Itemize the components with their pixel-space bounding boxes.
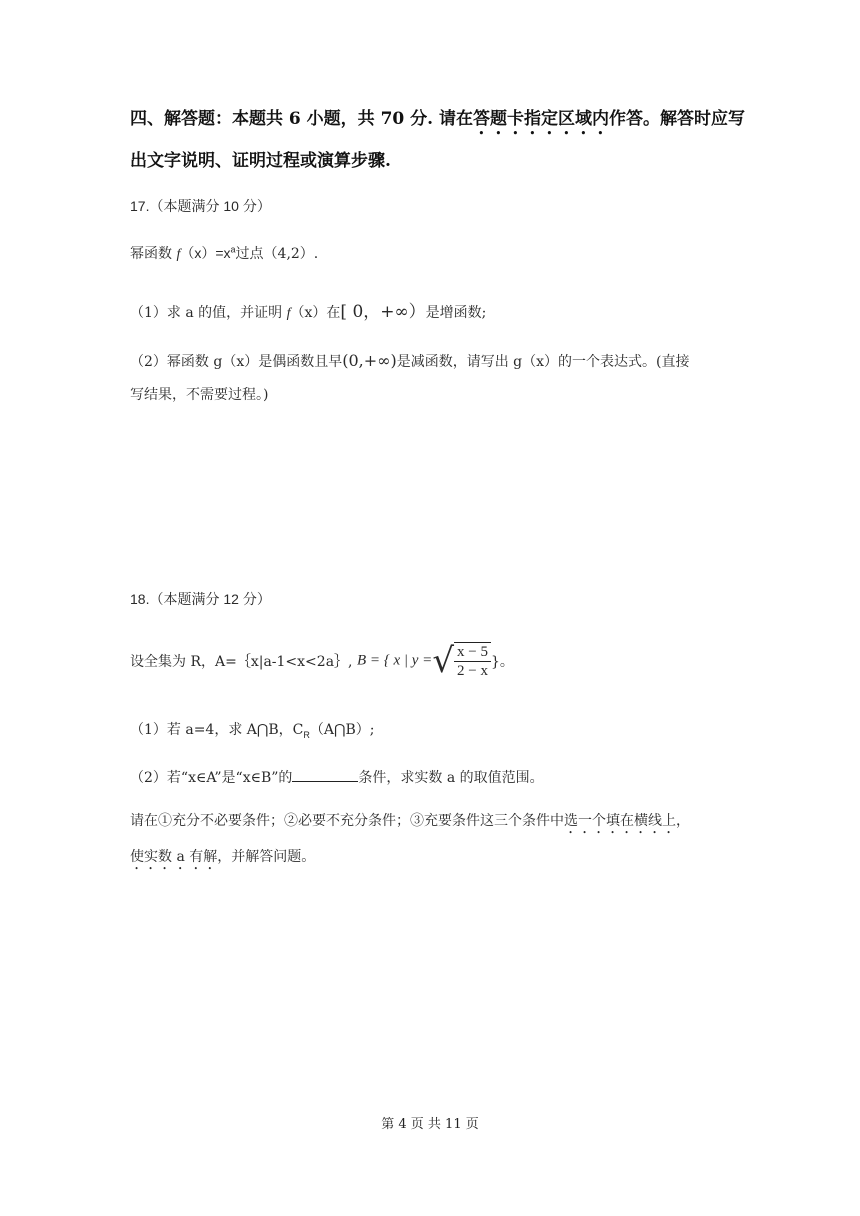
q18-title: 18.（本题满分 12 分）	[130, 591, 271, 607]
section-heading-part-a: 四、解答题：本题共 6 小题，共 70 分. 请在	[130, 109, 473, 129]
q17-part2-a: （2）幂函数 g（x）是偶函数且早	[130, 354, 343, 370]
q18-instruction-line1	[130, 810, 690, 837]
q17-part1-b: （x）在	[290, 305, 341, 321]
q17-stem-sup: a	[230, 244, 236, 255]
q17-stem-a: 幂函数	[130, 246, 172, 262]
q18-part1-text: （1）若 a=4，求 A⋂B，C	[130, 722, 304, 738]
q18-instr-emphasis1: 选一个填在横线上	[564, 813, 676, 829]
section-heading-part-b: 作答。解答时应写	[609, 109, 745, 129]
section-heading-line1	[130, 104, 745, 139]
q18-part1-sub: R	[303, 729, 310, 740]
q17-part1-a: （1）求 a 的值，并证明	[130, 305, 283, 321]
sqrt-sign-icon: √	[432, 641, 454, 681]
q18-set-b-rhs: }。	[490, 654, 514, 670]
q18-fraction-numerator: x − 5	[454, 643, 491, 662]
q18-stem	[130, 642, 514, 680]
section-heading-line2: 出文字说明、证明过程或演算步骤.	[130, 151, 391, 171]
q18-instr-emphasis2: 使实数 a 有解	[130, 849, 218, 865]
q18-part1-end: （A⋂B）;	[309, 722, 375, 738]
q17-stem-b: （x）=x	[180, 245, 231, 261]
q18-part2	[130, 767, 544, 787]
page-footer: 第 4 页 共 11 页	[381, 1117, 479, 1132]
q17-part1-f: f	[286, 306, 291, 321]
q17-part2-b: 是减函数，请写出 g（x）的一个表达式。(直接	[396, 354, 690, 370]
q18-fraction	[454, 643, 491, 680]
q18-part2-b: 条件，求实数 a 的取值范围。	[358, 770, 544, 786]
q18-instr-b: ，	[676, 813, 690, 829]
q17-part2-line2: 写结果，不需要过程。)	[130, 387, 269, 403]
q17-part1-c: 是增函数;	[425, 305, 487, 321]
q18-part1	[130, 719, 375, 740]
q17-stem	[130, 243, 318, 263]
q18-fraction-denominator: 2 − x	[456, 663, 488, 679]
q17-part2-interval: (0,+∞)	[342, 351, 397, 370]
q18-instruction-line2	[130, 846, 315, 873]
q17-part1-interval: [ 0，+∞）	[340, 302, 426, 322]
q18-instr-c: ，并解答问题。	[217, 849, 316, 865]
q17-part1	[130, 297, 486, 322]
q18-answer-blank	[292, 767, 358, 782]
q17-title: 17.（本题满分 10 分）	[130, 198, 271, 214]
q17-stem-c: 过点（4,2）.	[235, 246, 319, 262]
q18-part2-a: （2）若“x∈A”是“x∈B”的	[130, 770, 293, 786]
q17-stem-f: f	[176, 247, 181, 262]
q18-instr-a: 请在①充分不必要条件；②必要不充分条件；③充要条件这三个条件中	[130, 813, 564, 829]
section-heading-emphasis: 答题卡指定区域内	[473, 109, 609, 129]
q18-sqrt	[454, 642, 491, 680]
q18-stem-a: 设全集为 R，A=｛x|a-1<x<2a｝,	[130, 654, 353, 670]
q18-set-b-lhs: B = { x | y =	[356, 652, 433, 669]
q17-part2	[130, 351, 689, 371]
